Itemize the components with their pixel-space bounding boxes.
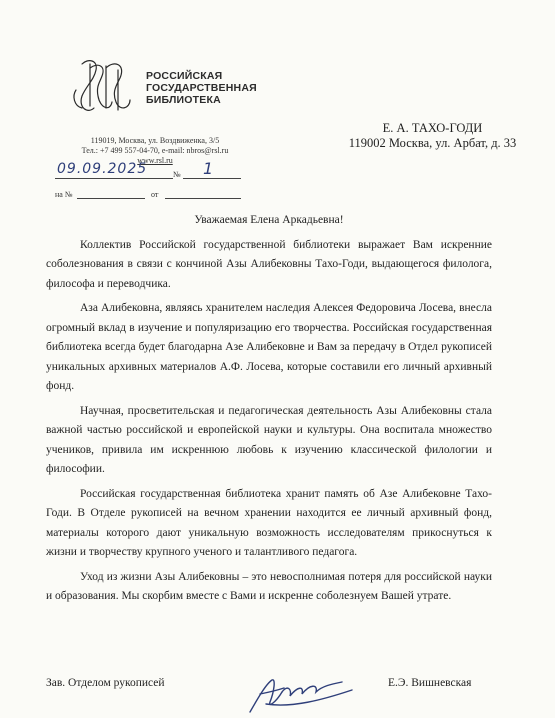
ref-number-label: на № [55,190,73,199]
website-link[interactable]: www.rsl.ru [137,156,173,165]
signatory-position: Зав. Отделом рукописей [46,677,165,689]
paragraph: Научная, просветительская и педагогическая деятельность Азы Алибековны стала важной частью российской и европейской науки и культуры. Она воспитала множество учеников, привила им искреннюю любовь к изучению классической филологии и философии. [46,404,492,475]
paragraph: Коллектив Российской государственной библиотеки выражает Вам искренние соболезнования в связи с кончиной Азы Алибековны Тахо-Годи, выдающегося филолога, философа и переводчика. [46,238,492,290]
handwritten-date: 09.09.2025 [57,161,148,177]
letter-body [46,211,492,612]
paragraph: Уход из жизни Азы Алибековны – это невосполнимая потеря для российской науки и образования. Мы скорбим вместе с Вами и искренне соболезнуем Вашей утрате. [46,570,492,602]
recipient-block [310,121,555,151]
paragraph: Аза Алибековна, являясь хранителем наследия Алексея Федоровича Лосева, внесла огромный вклад в изучение и популяризацию его творчества. Российская государственная библиотека всегда будет благодарна Азе Алибековне и Вам за передачу в Отдел рукописей уникальных архивных материалов А.Ф. Лосева, которые составили его личный архивный фонд. [46,302,492,392]
handwritten-number: 1 [203,159,215,178]
handwritten-signature [232,668,382,718]
from-label: от [151,190,159,199]
org-name-line: ГОСУДАРСТВЕННАЯ [146,82,257,94]
date-line [55,178,173,179]
library-monogram-logo [68,56,136,118]
number-line [183,178,241,179]
paragraph: Российская государственная библиотека хранит память об Азе Алибековне Тахо-Годи. В Отделе рукописей на вечном хранении находится ее личный архивный фонд, материалы которого дают уникальную возможность исследователям прикоснуться к жизни и творчеству крупного ученого и талантливого педагога. [46,487,492,558]
recipient-name: Е. А. ТАХО-ГОДИ [382,121,483,135]
org-name-line: РОССИЙСКАЯ [146,70,223,82]
from-line [165,198,241,199]
ref-number-line [77,198,145,199]
signatory-name: Е.Э. Вишневская [388,677,472,689]
postal-address: 119019, Москва, ул. Воздвиженка, 3/5 [90,136,220,145]
organization-name [146,70,257,106]
org-name-line: БИБЛИОТЕКА [146,94,221,106]
contact-line: Тел.: +7 499 557-04-70, e-mail: nbros@rsl.ru [81,146,229,155]
number-label: № [173,170,181,179]
recipient-address: 119002 Москва, ул. Арбат, д. 33 [348,136,517,150]
salutation: Уважаемая Елена Аркадьевна! [194,214,344,226]
